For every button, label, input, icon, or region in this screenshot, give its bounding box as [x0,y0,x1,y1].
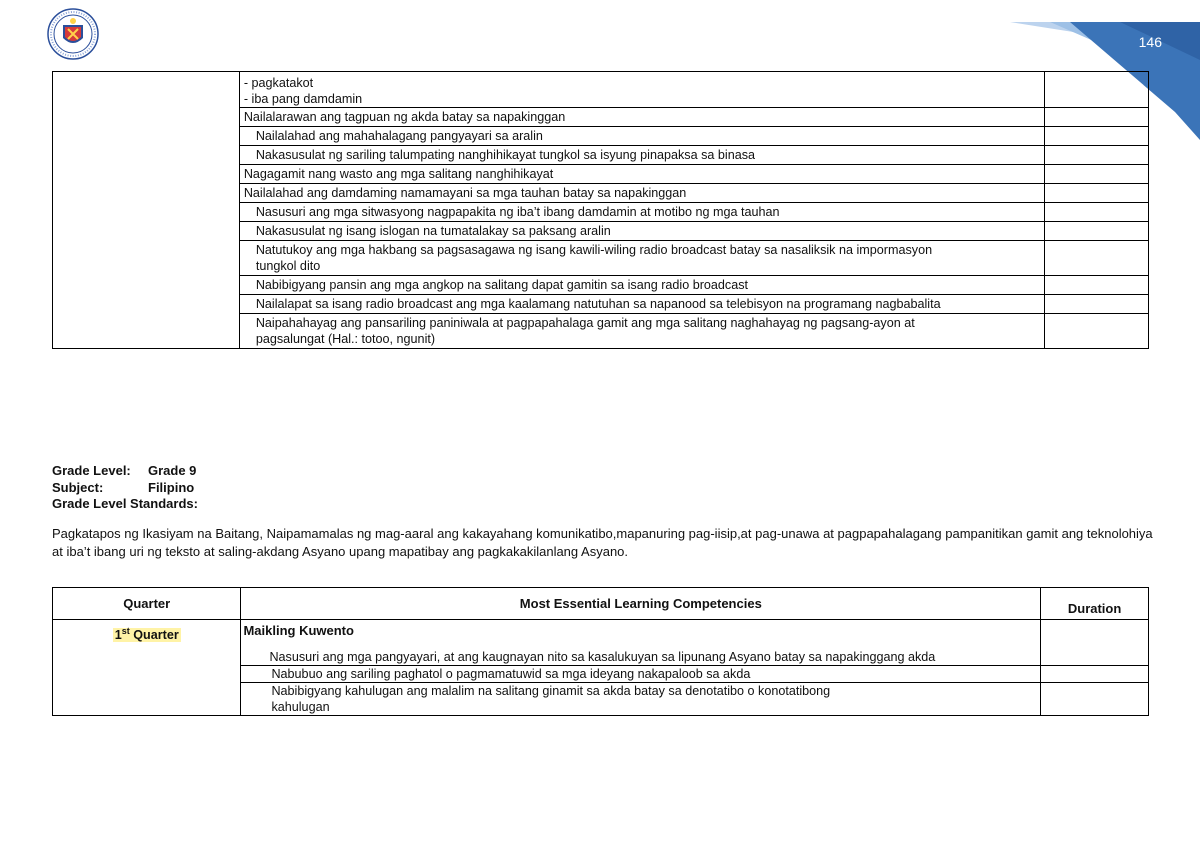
standards-label: Grade Level Standards: [52,496,198,511]
competency-cell [239,72,1044,108]
duration-cell [1041,666,1149,683]
grade-level-label: Grade Level: [52,463,131,478]
quarter-cell-empty [53,72,240,349]
table-row [53,72,1149,108]
competency-cell: Nailalarawan ang tagpuan ng akda batay sa napakinggan [239,108,1044,127]
grade-level-value: Grade 9 [148,463,197,478]
subject-value: Filipino [148,479,195,495]
competency-cell: Naipahahayag ang pansariling paniniwala at pagpapahalaga gamit ang mga salitang naghahayag ng pagsang-ayon at pagsalungat (Hal.: totoo, ngunit) [239,314,1044,349]
competency-cell: Nabibigyang pansin ang mga angkop na salitang dapat gamitin sa isang radio broadcast [239,276,1044,295]
competency-cell [241,620,1041,666]
subject-label: Subject: [52,479,104,495]
competency-cell: Nailalahad ang damdaming namamayani sa mga tauhan batay sa napakinggan [239,184,1044,203]
grade-meta [52,463,198,513]
duration-cell [1045,165,1149,184]
table-header-row [53,588,1149,620]
competencies-table-continued [52,71,1149,349]
table-row [53,620,1149,666]
header-competencies: Most Essential Learning Competencies [241,588,1041,620]
quarter-number: 1 [114,628,122,643]
duration-cell [1045,127,1149,146]
topic-title: Maikling Kuwento [243,623,354,638]
competency-cell: Nailalahad ang mahahalagang pangyayari sa aralin [239,127,1044,146]
competency-cell: Nabibigyang kahulugan ang malalim na salitang ginamit sa akda batay sa denotatibo o konotatibong kahulugan [241,683,1041,716]
duration-cell [1045,72,1149,108]
duration-cell [1045,203,1149,222]
competency-cell: Nagagamit nang wasto ang mga salitang nanghihikayat [239,165,1044,184]
quarter-highlight [113,628,181,642]
competencies-table [52,587,1149,716]
duration-cell [1041,683,1149,716]
duration-cell [1045,241,1149,276]
duration-cell [1045,222,1149,241]
quarter-suffix: st [121,626,130,636]
duration-cell [1045,184,1149,203]
header-quarter: Quarter [53,588,241,620]
duration-cell [1045,276,1149,295]
competency-cell: Nailalapat sa isang radio broadcast ang mga kaalamang natutuhan sa napanood sa telebisyon na programang nagbabalita [239,295,1044,314]
list-item: - iba pang damdamin [243,92,363,106]
duration-cell [1041,620,1149,666]
page-number: 146 [1138,34,1162,50]
competency-cell: Nakasusulat ng sariling talumpating nanghihikayat tungkol sa isyung pinapaksa sa binasa [239,146,1044,165]
duration-cell [1045,314,1149,349]
deped-seal-logo [47,8,99,60]
quarter-word: Quarter [129,628,179,643]
quarter-cell [53,620,241,716]
duration-cell [1045,146,1149,165]
header-duration: Duration [1041,588,1149,620]
list-item: Nasusuri ang mga pangyayari, at ang kaugnayan nito sa kasalukuyan sa lipunang Asyano batay sa napakinggang akda [269,650,936,664]
competency-cell: Nakasusulat ng isang islogan na tumatalakay sa paksang aralin [239,222,1044,241]
standards-text: Pagkatapos ng Ikasiyam na Baitang, Naipamamalas ng mag-aaral ang kakayahang komunikatibo,mapanuring pag-iisip,at pag-unawa at pagpapahalagang pampanitikan gamit ang teknolohiya at iba’t ibang uri ng teksto at saling-akdang Asyano upang mapatibay ang pagkakakilanlang Asyano. [52,526,1153,559]
competency-cell: Natutukoy ang mga hakbang sa pagsasagawa ng isang kawili-wiling radio broadcast batay sa nasaliksik na impormasyon tungkol dito [239,241,1044,276]
competency-cell: Nabubuo ang sariling paghatol o pagmamatuwid sa mga ideyang nakapaloob sa akda [241,666,1041,683]
duration-cell [1045,108,1149,127]
list-item: - pagkatakot [243,76,314,90]
competency-cell: Nasusuri ang mga sitwasyong nagpapakita ng iba’t ibang damdamin at motibo ng mga tauhan [239,203,1044,222]
duration-cell [1045,295,1149,314]
